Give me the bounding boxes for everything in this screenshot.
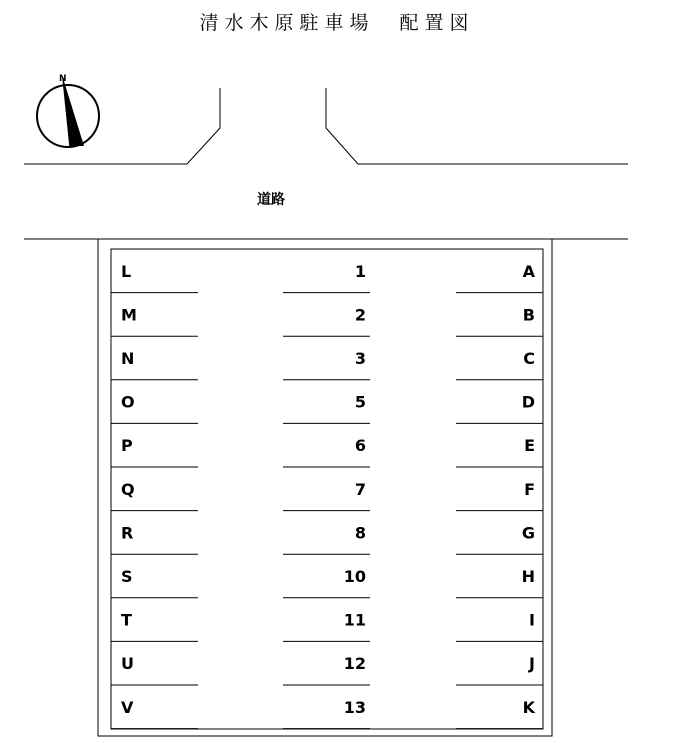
parking-slot-label: 13 (343, 697, 366, 717)
road-label: 道路 (257, 192, 285, 208)
parking-slot-label: C (523, 349, 535, 368)
parking-slot-label: S (121, 567, 133, 586)
parking-slot-label: K (522, 697, 535, 717)
parking-slot-label: H (521, 567, 535, 586)
slot-dividers (111, 249, 543, 729)
parking-slot-label: E (524, 436, 535, 456)
parking-slot-label: 10 (343, 567, 366, 586)
parking-slot-label: 11 (343, 610, 366, 630)
parking-slot-label: T (121, 610, 132, 630)
parking-slot-label: V (121, 697, 134, 717)
parking-slot-label: 1 (354, 261, 366, 281)
slot-labels (121, 262, 536, 717)
parking-slot-label: I (529, 610, 535, 630)
parking-slot-label: N (121, 349, 135, 368)
road-top-edge-left (24, 88, 220, 164)
parking-slot-label: D (521, 392, 535, 412)
north-label: N (59, 74, 67, 84)
parking-slot-label: B (522, 305, 535, 325)
road-top-edge-right (326, 88, 628, 164)
parking-slot-label: R (121, 523, 134, 543)
parking-slot-label: G (521, 523, 535, 543)
north-arrow-icon (37, 74, 99, 147)
parking-slot-label: A (522, 261, 535, 281)
parking-slot-label: 7 (354, 479, 366, 499)
parking-slot-label: 2 (354, 305, 366, 325)
parking-slot-label: 8 (354, 523, 366, 543)
parking-slot-label: F (524, 479, 535, 499)
parking-slot-label: U (121, 654, 134, 674)
parking-slot-label: O (121, 392, 135, 412)
parking-slot-label: 12 (343, 654, 366, 674)
parking-slot-label: Q (121, 479, 135, 499)
parking-slot-label: M (121, 305, 137, 325)
parking-slot-label: P (121, 436, 133, 456)
parking-slot-label: L (121, 261, 132, 281)
parking-slot-label: J (529, 654, 535, 674)
parking-lot-outline (98, 239, 552, 736)
road-edges (24, 88, 628, 239)
page-title: 清水木原駐車場 配置図 (199, 12, 475, 34)
parking-slot-label: 3 (354, 349, 366, 368)
parking-slot-label: 6 (354, 436, 366, 456)
parking-slot-label: 5 (354, 392, 366, 412)
